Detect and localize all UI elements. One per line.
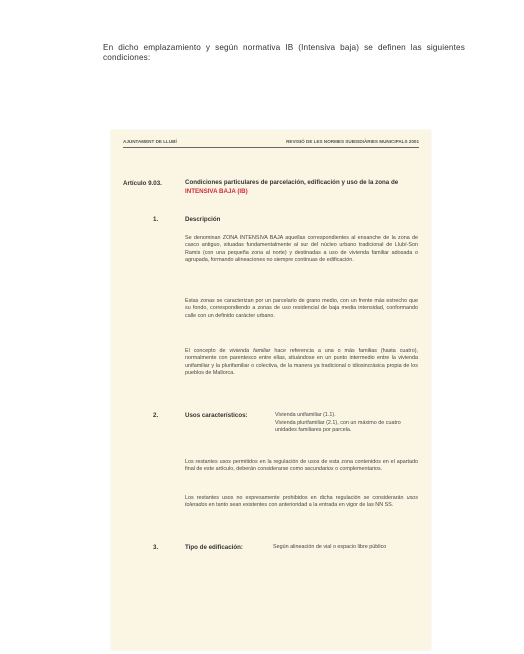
article-title xyxy=(185,179,417,196)
article-zone-name: INTENSIVA BAJA (IB) xyxy=(185,187,248,195)
section-2-use-1: Vivienda unifamiliar (1.1). xyxy=(275,412,336,418)
section-1-title: Descripción xyxy=(185,216,221,223)
em-usos-tolerados: usos tolerados xyxy=(185,495,418,509)
em-vivienda-familiar: vivienda familiar xyxy=(229,348,271,354)
intro-paragraph: En dicho emplazamiento y según normativa IB (Intensiva baja) se definen las siguientes condiciones: xyxy=(103,43,465,62)
section-2-paragraph-1: Los restantes usos permitidos en la regulación de usos de esta zona contenidos en el apartado final de este artículo, deberán considerarse como secundarios o complementarios. xyxy=(185,459,418,473)
section-1-number: 1. xyxy=(153,216,159,223)
header-revision-title: REVISIÓ DE LES NORMES SUBSIDIÀRIES MUNICIPALS 2001 xyxy=(286,139,419,144)
scan-header xyxy=(123,137,419,148)
section-2-use-2: Vivienda plurifamiliar (2.1), con un máximo de cuatro unidades familiares por parcela. xyxy=(275,420,401,434)
article-title-text: Condiciones particulares de parcelación, edificación y uso de la zona de xyxy=(185,179,399,186)
section-3-title: Tipo de edificación: xyxy=(185,544,243,551)
section-2-number: 2. xyxy=(153,412,159,419)
section-2-paragraph-2: Los restantes usos no expresamente prohibidos en dicha regulación se considerarán usos tolerados en tanto sean existentes con anterioridad a la entrada en vigor de las NN SS. xyxy=(185,495,418,509)
header-municipality: AJUNTAMENT DE LLUBÍ xyxy=(123,139,177,144)
section-1-paragraph-2: Estas zonas se caracterizan por un parcelario de grano medio, con un frente más estrecho que su fondo, correspondiendo a zonas de uso residencial de baja media intensidad, conformando calle con un definido carácter urbano. xyxy=(185,298,418,319)
section-1-paragraph-3: El concepto de vivienda familiar hace referencia a una o más familias (hasta cuatro), normalmente con parentesco entre ellas, situándose en un punto intermedio entre la vivienda unifamiliar y la plurifamiliar o colectiva, de la manera ya tradicional o idiosincrásica propia de los pueblos de Mallorca. xyxy=(185,348,418,377)
em-secundarios: secundarios xyxy=(304,466,334,473)
article-label: Artículo 9.03. xyxy=(123,180,162,187)
scanned-regulation-page xyxy=(111,130,431,650)
section-3-value: Según alineación de vial o espacio libre público xyxy=(273,544,387,550)
section-2-title: Usos característicos: xyxy=(185,412,248,419)
section-1-paragraph-1: Se denominan ZONA INTENSIVA BAJA aquellas correspondientes al ensanche de la zona de casco antiguo, situadas fundamentalmente al sur del núcleo urbano tradicional de Llubí-Son Ramis (con una pequeña zona al norte) y destinadas a uso de vivienda familiar adosada o agrupada, formando alineaciones no siempre continuas de edificación. xyxy=(185,235,418,264)
section-3-number: 3. xyxy=(153,544,159,551)
